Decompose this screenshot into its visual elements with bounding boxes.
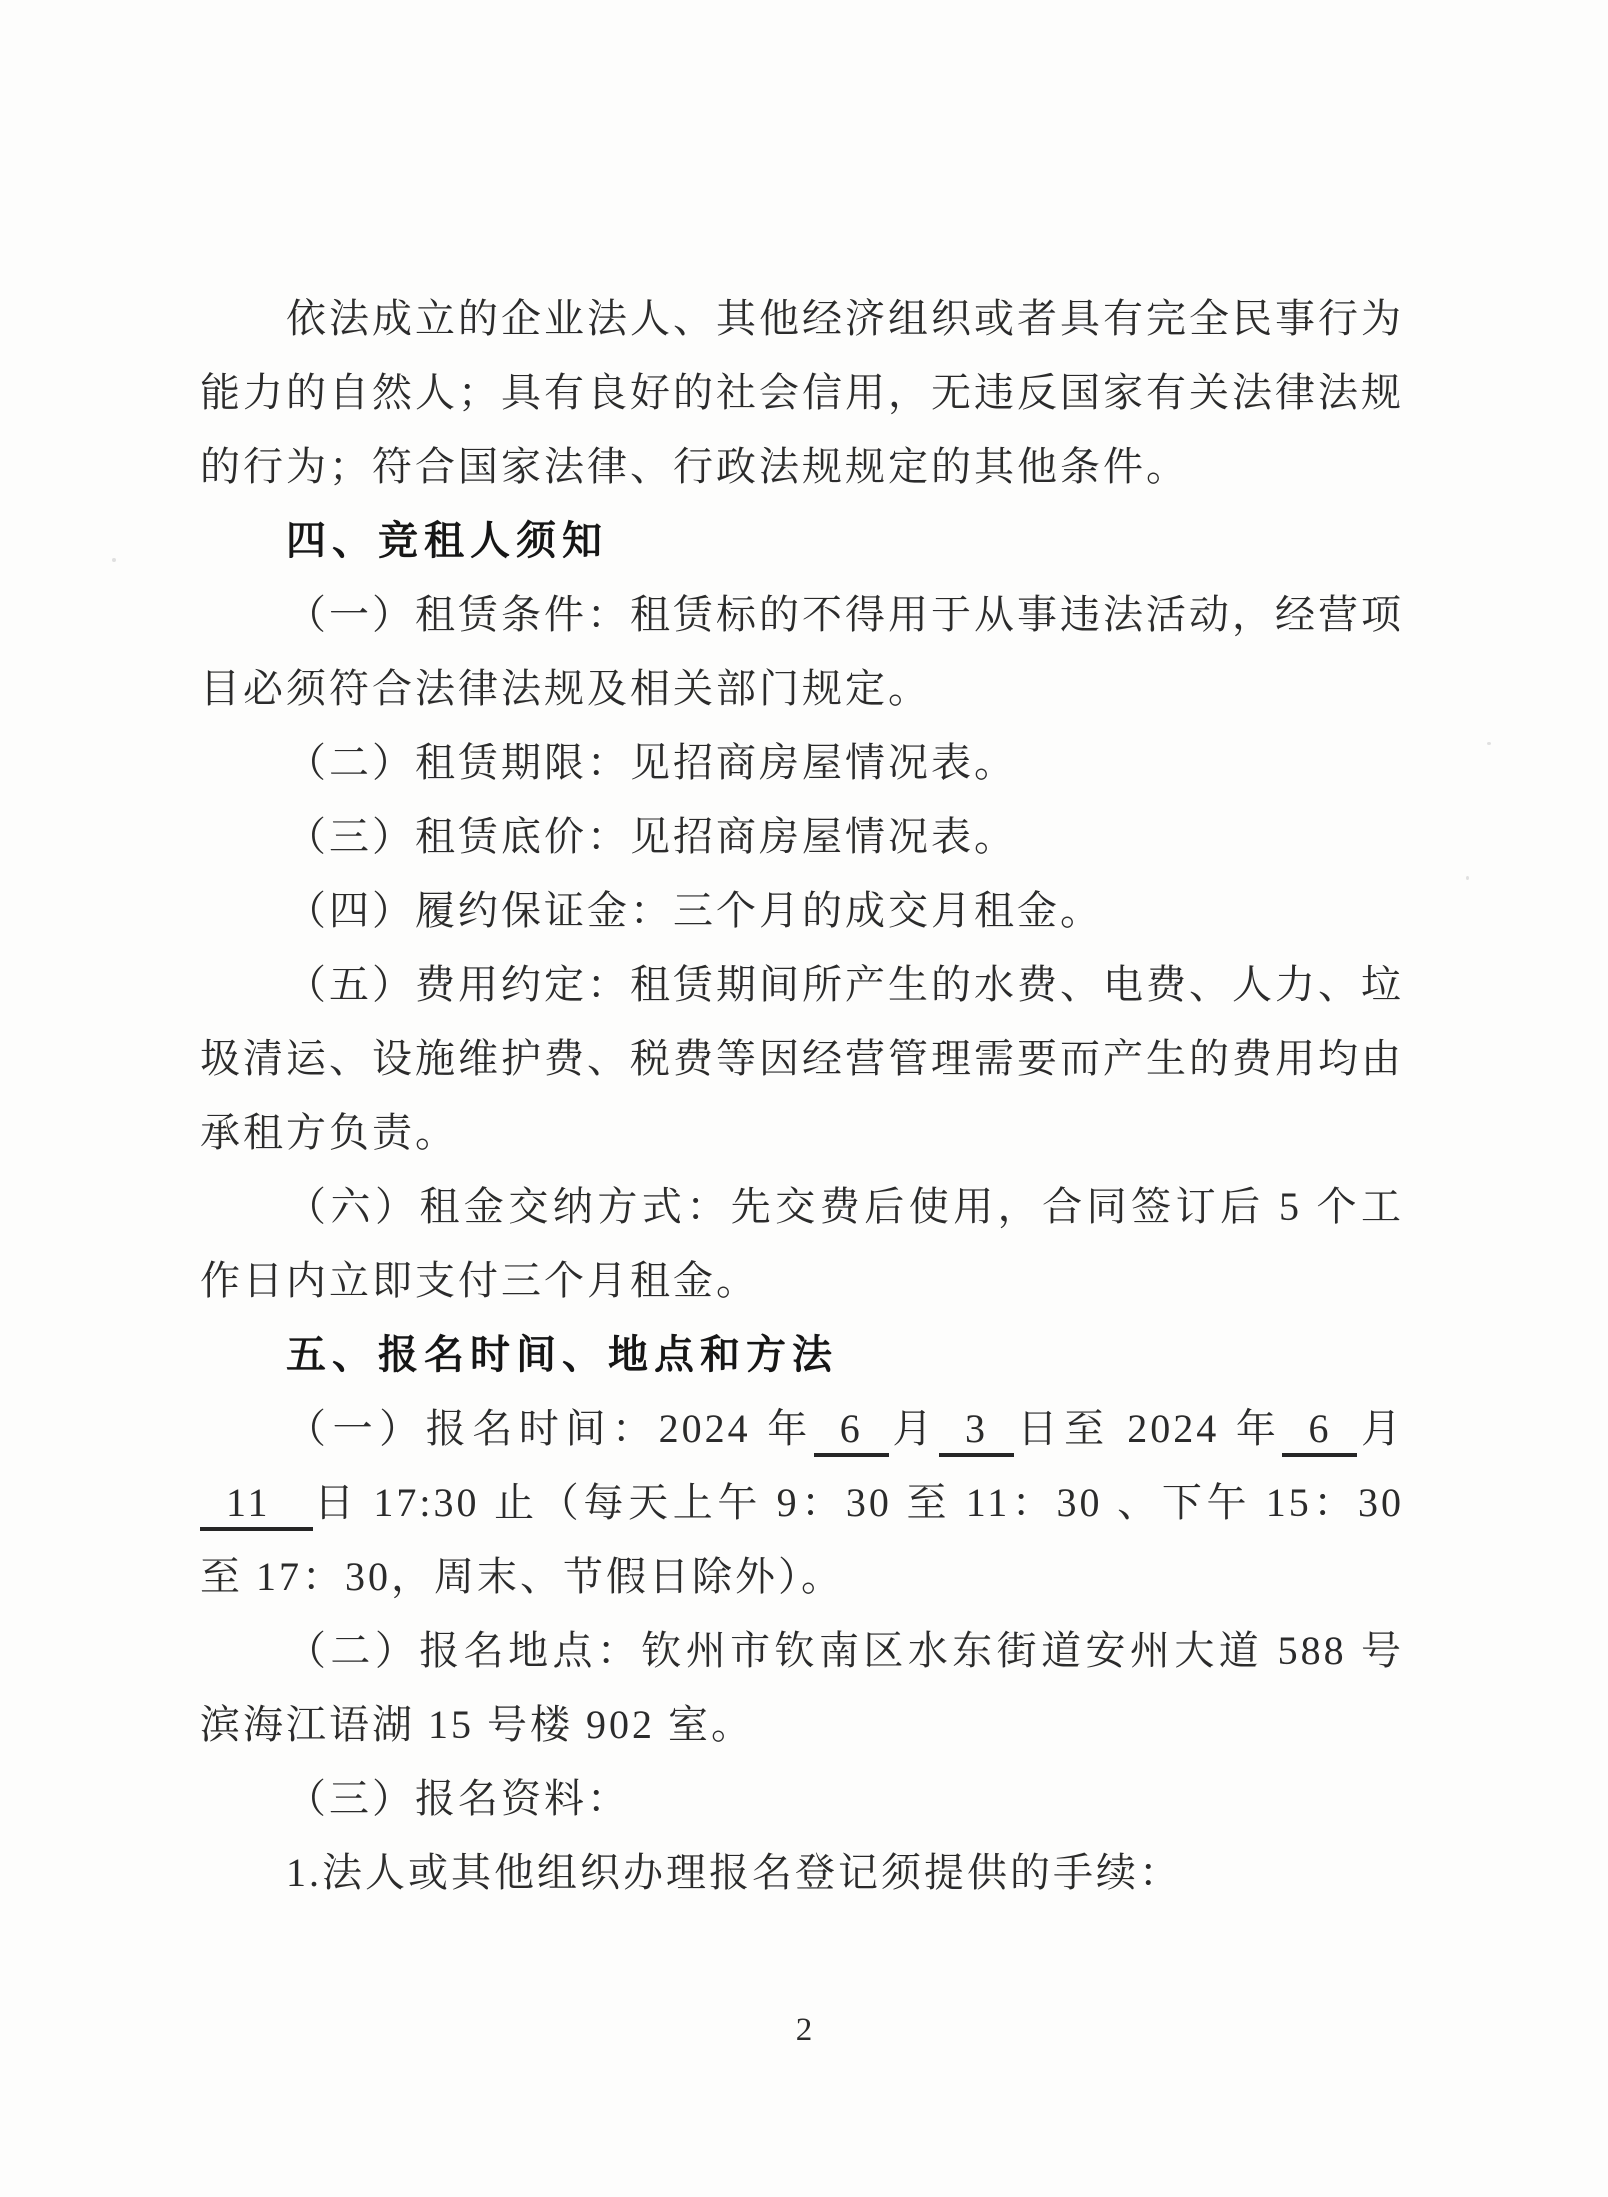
clause-signup-materials-legal-person: 1.法人或其他组织办理报名登记须提供的手续：: [286, 1850, 1182, 1895]
clause-signup-materials: （三）报名资料：: [286, 1776, 630, 1821]
clause-performance-deposit: （四）履约保证金：三个月的成交月租金。: [286, 888, 1103, 933]
heading-section-5-signup-info: 五、报名时间、地点和方法: [286, 1332, 838, 1377]
clause-fee-agreement: （五）费用约定：租赁期间所产生的水费、电费、人力、垃圾清运、设施维护费、税费等因经营管理需要而产生的费用均由承租方负责。: [200, 962, 1404, 1155]
clause-signup-location: （二）报名地点：钦州市钦南区水东街道安州大道 588 号滨海江语湖 15 号楼 902 室。: [200, 1628, 1404, 1747]
signup-end-day-blank: 11: [200, 1479, 313, 1531]
signup-time-sep-month2: 月: [1357, 1406, 1405, 1451]
clause-rental-conditions: （一）租赁条件：租赁标的不得用于从事违法活动，经营项目必须符合法律法规及相关部门规定。: [200, 592, 1404, 711]
page-number: 2: [795, 2012, 813, 2048]
scan-speckle: [1466, 876, 1469, 880]
document-body: [200, 282, 1404, 1910]
signup-time-prefix: （一）报名时间：2024 年: [286, 1406, 814, 1451]
clause-rental-term: （二）租赁期限：见招商房屋情况表。: [286, 740, 1017, 785]
paragraph-eligibility: 依法成立的企业法人、其他经济组织或者具有完全民事行为能力的自然人；具有良好的社会信用，无违反国家有关法律法规的行为；符合国家法律、行政法规规定的其他条件。: [200, 296, 1404, 489]
signup-time-sep-month: 月: [888, 1406, 939, 1451]
clause-signup-time: [200, 1392, 1404, 1614]
scan-speckle: [1487, 742, 1491, 745]
signup-start-month-blank: 6: [814, 1405, 889, 1457]
clause-rent-payment-method: （六）租金交纳方式：先交费后使用，合同签订后 5 个工作日内立即支付三个月租金。: [200, 1184, 1404, 1303]
signup-start-day-blank: 3: [939, 1405, 1014, 1457]
clause-rental-base-price: （三）租赁底价：见招商房屋情况表。: [286, 814, 1017, 859]
signup-time-sep-until: 日至 2024 年: [1013, 1406, 1283, 1451]
signup-time-suffix: 日 17:30 止（每天上午 9：30 至 11：30 、下午 15：30 至 17：30，周末、节假日除外）。: [200, 1480, 1404, 1599]
signup-end-month-blank: 6: [1282, 1405, 1357, 1457]
scan-speckle: [112, 558, 116, 562]
heading-section-4-bidder-notice: 四、竞租人须知: [286, 518, 608, 563]
